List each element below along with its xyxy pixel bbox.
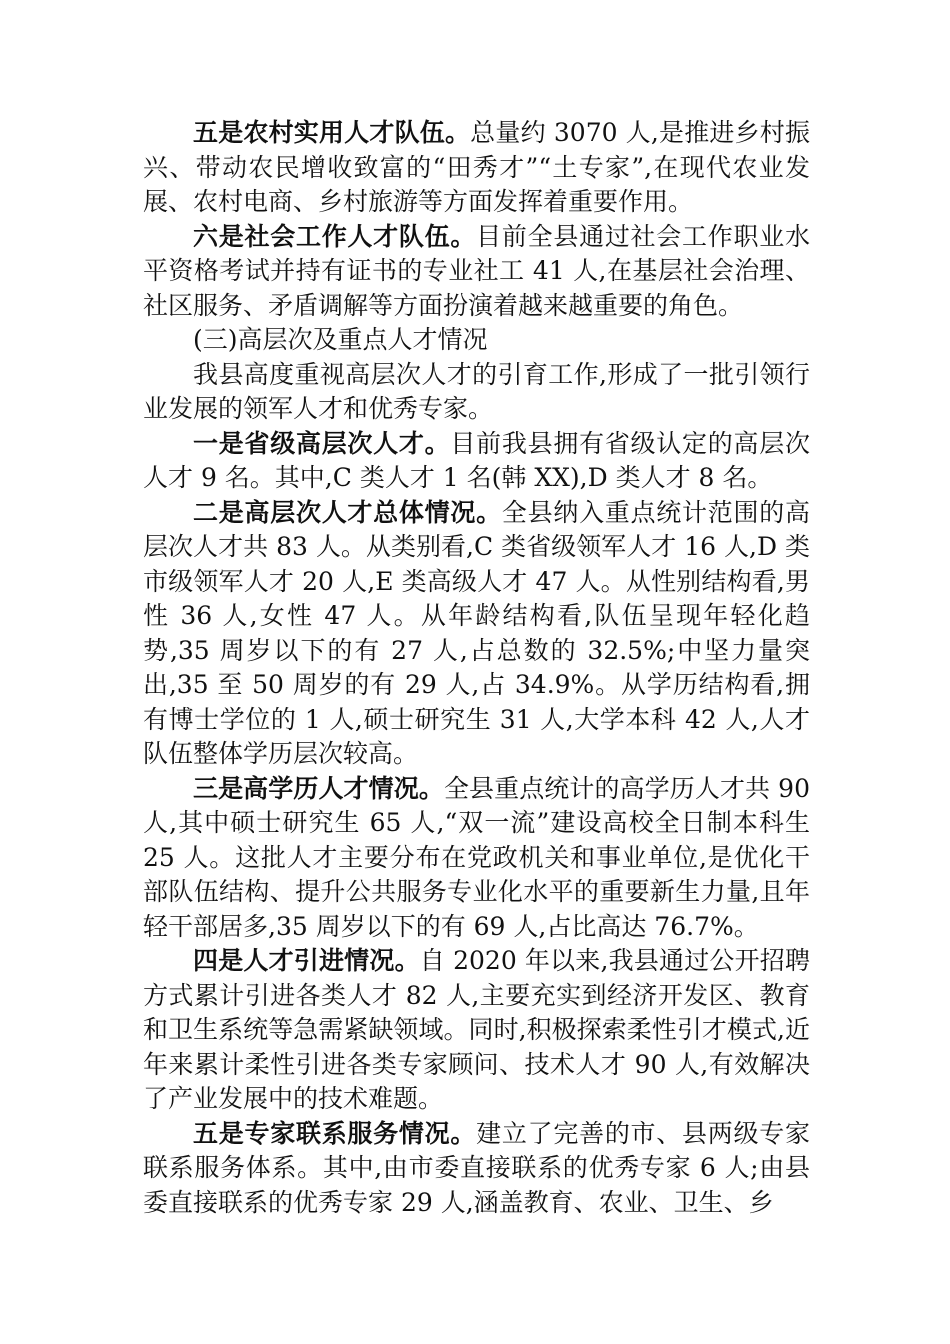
- paragraph-expert-liaison: [143, 1117, 810, 1221]
- paragraph-heading: 五是农村实用人才队伍。: [193, 118, 471, 147]
- paragraph-body: 自 2020 年以来,我县通过公开招聘方式累计引进各类人才 82 人,主要充实到经济开发区、教育和卫生系统等急需紧缺领域。同时,积极探索柔性引才模式,近年来累计柔性引进各类专家顾问、技术人才 90 人,有效解决了产业发展中的技术难题。: [143, 946, 810, 1113]
- paragraph-heading: 五是专家联系服务情况。: [193, 1118, 477, 1148]
- paragraph-heading: 二是高层次人才总体情况。: [193, 497, 502, 527]
- paragraph-body: 我县高度重视高层次人才的引育工作,形成了一批引领行业发展的领军人才和优秀专家。: [143, 359, 810, 423]
- paragraph-body: (三)高层次及重点人才情况: [193, 325, 488, 354]
- paragraph-social-work-talent: [143, 220, 810, 324]
- paragraph-body: 总量约 3070 人,是推进乡村振兴、带动农民增收致富的“田秀才”“土专家”,在现代农业发展、农村电商、乡村旅游等方面发挥着重要作用。: [143, 118, 810, 216]
- paragraph-heading: 一是省级高层次人才。: [193, 428, 451, 458]
- paragraph-provincial-talent: [143, 427, 810, 496]
- paragraph-body: 全县纳入重点统计范围的高层次人才共 83 人。从类别看,C 类省级领军人才 16 人,D 类市级领军人才 20 人,E 类高级人才 47 人。从性别结构看,男性 36 人,女性 47 人。从年龄结构看,队伍呈现年轻化趋势,35 周岁以下的有 27 人,占总数的 32.5%;中坚力量突出,35 至 50 周岁的有 29 人,占 34.9%。从学历结构看,拥有博士学位的 1 人,硕士研究生 31 人,大学本科 42 人,人才队伍整体学历层次较高。: [143, 497, 810, 768]
- paragraph-heading: 三是高学历人才情况。: [193, 773, 444, 803]
- section-heading-high-level-talent: [143, 323, 810, 358]
- paragraph-high-level-overview: [143, 496, 810, 772]
- paragraph-heading: 四是人才引进情况。: [193, 946, 420, 975]
- paragraph-body: 全县重点统计的高学历人才共 90 人,其中硕士研究生 65 人,“双一流”建设高校全日制本科生 25 人。这批人才主要分布在党政机关和事业单位,是优化干部队伍结构、提升公共服务专业化水平的重要新生力量,且年轻干部居多,35 周岁以下的有 69 人,占比高达 76.7%。: [143, 773, 810, 941]
- paragraph-body: 目前全县通过社会工作职业水平资格考试并持有证书的专业社工 41 人,在基层社会治理、社区服务、矛盾调解等方面扮演着越来越重要的角色。: [143, 221, 810, 320]
- paragraph-body: 目前我县拥有省级认定的高层次人才 9 名。其中,C 类人才 1 名(韩 XX),D 类人才 8 名。: [143, 428, 810, 492]
- paragraph-talent-introduction: [143, 944, 810, 1117]
- paragraph-rural-talent: [143, 116, 810, 220]
- paragraph-intro: [143, 358, 810, 427]
- paragraph-heading: 六是社会工作人才队伍。: [193, 221, 477, 251]
- paragraph-high-education-talent: [143, 772, 810, 945]
- paragraph-body: 建立了完善的市、县两级专家联系服务体系。其中,由市委直接联系的优秀专家 6 人;由县委直接联系的优秀专家 29 人,涵盖教育、农业、卫生、乡: [143, 1118, 810, 1217]
